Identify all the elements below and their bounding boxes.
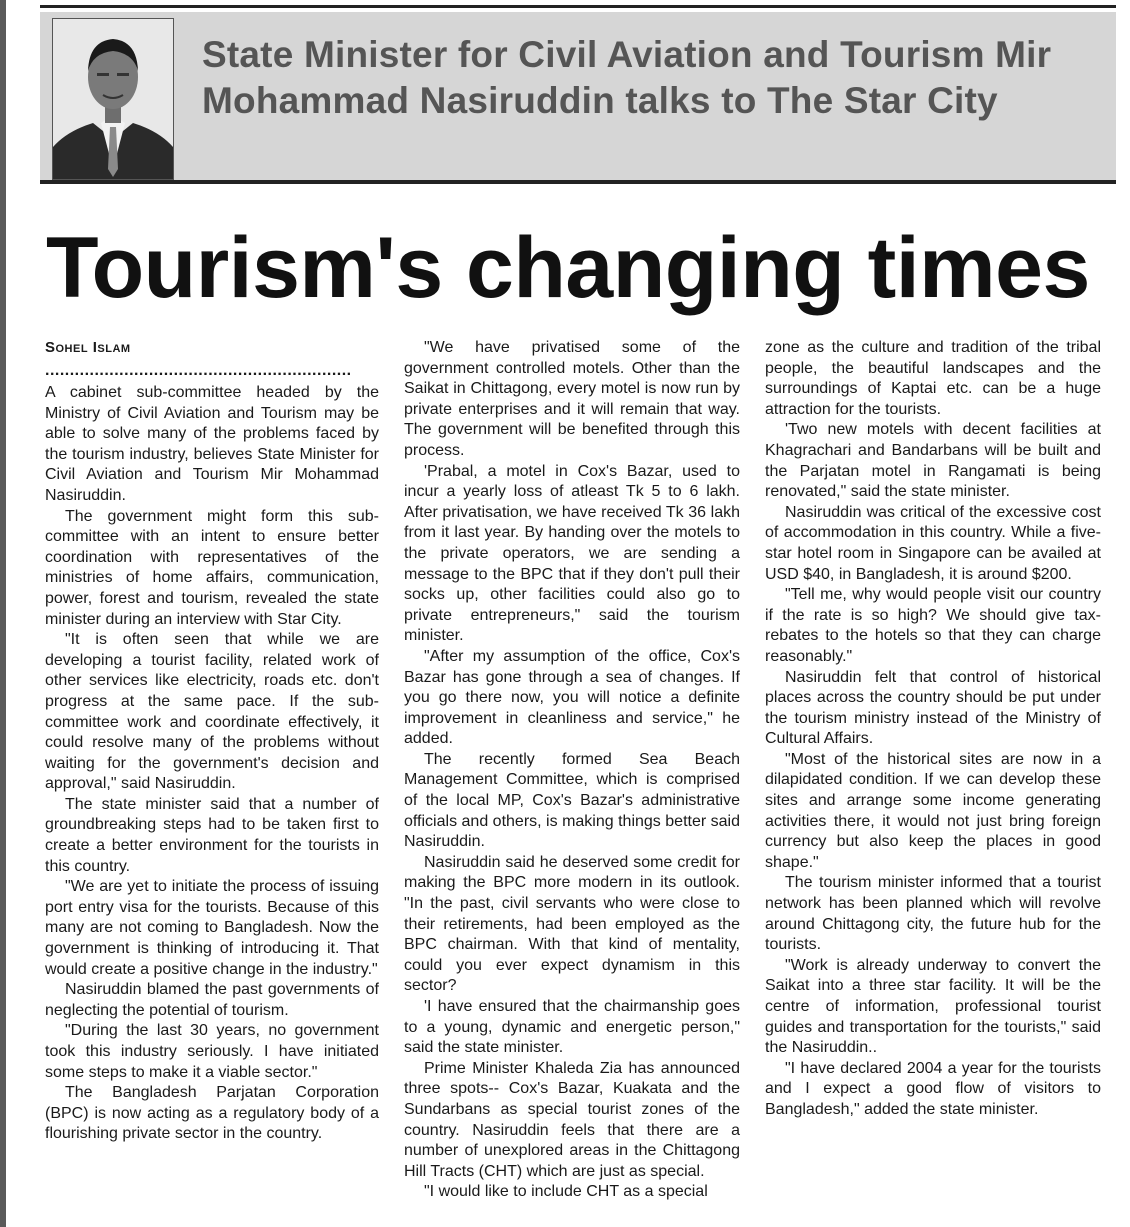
paragraph: The state minister said that a number of groundbreaking steps had to be taken first to create a better environment for the tourists in this country.	[45, 795, 379, 875]
paragraph: "After my assumption of the office, Cox's Bazar has gone through a sea of changes. If you go there now, you will notice a definite improvement in cleanliness and service," he added.	[404, 647, 740, 748]
left-border-rule	[0, 0, 6, 1227]
paragraph: A cabinet sub-committee headed by the Ministry of Civil Aviation and Tourism may be able to solve many of the problems faced by the tourism industry, believes State Minister for Civil Aviation and Tourism Mir Mohammad Nasiruddin.	[45, 384, 379, 504]
paragraph: "We have privatised some of the government controlled motels. Other than the Saikat in Chittagong, every motel is now run by private enterprises and it will remain that way. The government will be benefited through this process.	[404, 339, 740, 459]
paragraph: 'Two new motels with decent facilities at Khagrachari and Bandarbans will be built and the Parjatan motel in Rangamati is being renovated," said the state minister.	[765, 421, 1101, 501]
paragraph: 'Prabal, a motel in Cox's Bazar, used to incur a yearly loss of atleast Tk 5 to 6 lakh. After privatisation, we have received Tk 36 lakh from it last year. By handing over the motels to the private operators, we are sending a message to the BPC that if they don't pull their socks up, other facilities could also go to private entrepreneurs," said the tourism minister.	[404, 462, 740, 645]
paragraph: "I have declared 2004 a year for the tourists and I expect a good flow of visitors to Bangladesh," added the state minister.	[765, 1059, 1101, 1118]
article-column-3	[765, 338, 1101, 1218]
paragraph: "I would like to include CHT as a special	[424, 1183, 708, 1201]
paragraph: The Bangladesh Parjatan Corporation (BPC) is now acting as a regulatory body of a flourishing private sector in the country.	[45, 1084, 379, 1143]
minister-portrait-photo	[52, 18, 174, 180]
portrait-image	[53, 19, 173, 179]
interview-subtitle: State Minister for Civil Aviation and Tourism Mir Mohammad Nasiruddin talks to The Star City	[202, 34, 1052, 121]
paragraph: Nasiruddin blamed the past governments of neglecting the potential of tourism.	[45, 981, 379, 1019]
paragraph: Nasiruddin was critical of the excessive cost of accommodation in this country. While a five-star hotel room in Singapore can be availed at USD $40, in Bangladesh, it is around $200.	[765, 503, 1101, 583]
paragraph: The recently formed Sea Beach Management Committee, which is comprised of the local MP, Cox's Bazar's administrative officials and others, is making things better said Nasiruddin.	[404, 750, 740, 851]
paragraph: Prime Minister Khaleda Zia has announced three spots-- Cox's Bazar, Kuakata and the Sundarbans as special tourist zones of the country. Nasiruddin feels that there are a number of unexplored areas in the Chittagong Hill Tracts (CHT) which are just as special.	[404, 1059, 740, 1180]
paragraph: "Tell me, why would people visit our country if the rate is so high? We should give tax-rebates to the hotels so that they can charge reasonably."	[765, 586, 1101, 665]
header-banner	[40, 12, 1116, 184]
byline-separator: ..............................................................	[45, 362, 352, 379]
paragraph: zone as the culture and tradition of the tribal people, the beautiful landscapes and the surroundings of Kaptai etc. can be a huge attraction for the tourists.	[765, 339, 1101, 418]
paragraph: "Most of the historical sites are now in a dilapidated condition. If we can develop these sites and arrange some income generating activities there, it would not just bring foreign currency but also keep the places in good shape."	[765, 750, 1101, 871]
paragraph: 'I have ensured that the chairmanship goes to a young, dynamic and energetic person," said the state minister.	[404, 998, 740, 1057]
article-column-2	[404, 338, 740, 1218]
author-byline	[45, 338, 379, 358]
paragraph: "We are yet to initiate the process of issuing port entry visa for the tourists. Because of this many are not coming to Bangladesh. Now the government is thinking of introducing it. That would create a positive change in the industry."	[45, 878, 379, 978]
paragraph: "During the last 30 years, no government took this industry seriously. I have initiated some steps to make it a viable sector."	[45, 1022, 379, 1081]
paragraph: Nasiruddin said he deserved some credit for making the BPC more modern in its outlook. "In the past, civil servants who were close to their retirements, had been employed as the BPC chairman. With that kind of mentality, could you ever expect dynamism in this sector?	[404, 853, 740, 995]
paragraph: "Work is already underway to convert the Saikat into a three star facility. It will be the centre of information, professional tourist guides and transportation for the tourists," said the Nasiruddin..	[765, 956, 1101, 1057]
paragraph: "It is often seen that while we are developing a tourist facility, related work of other services like electricity, roads etc. don't progress at the same pace. If the sub-committee work and coordinate effectively, it could resolve many of the problems without waiting for the government's decision and approval," said Nasiruddin.	[45, 631, 379, 793]
article-column-1	[45, 338, 379, 1218]
paragraph: The tourism minister informed that a tourist network has been planned which will revolve around Chittagong city, the future hub for the tourists.	[765, 874, 1101, 954]
article-headline: Tourism's changing times	[46, 220, 1090, 316]
paragraph: The government might form this sub-committee with an intent to ensure better coordination with representatives of the ministries of home affairs, communication, power, forest and tourism, revealed the state minister during an interview with Star City.	[45, 507, 379, 628]
author-name: Sohel Islam	[45, 339, 131, 356]
paragraph: Nasiruddin felt that control of historical places across the country should be put under the tourism ministry instead of the Ministry of Cultural Affairs.	[765, 668, 1101, 748]
top-border-rule	[40, 5, 1116, 8]
